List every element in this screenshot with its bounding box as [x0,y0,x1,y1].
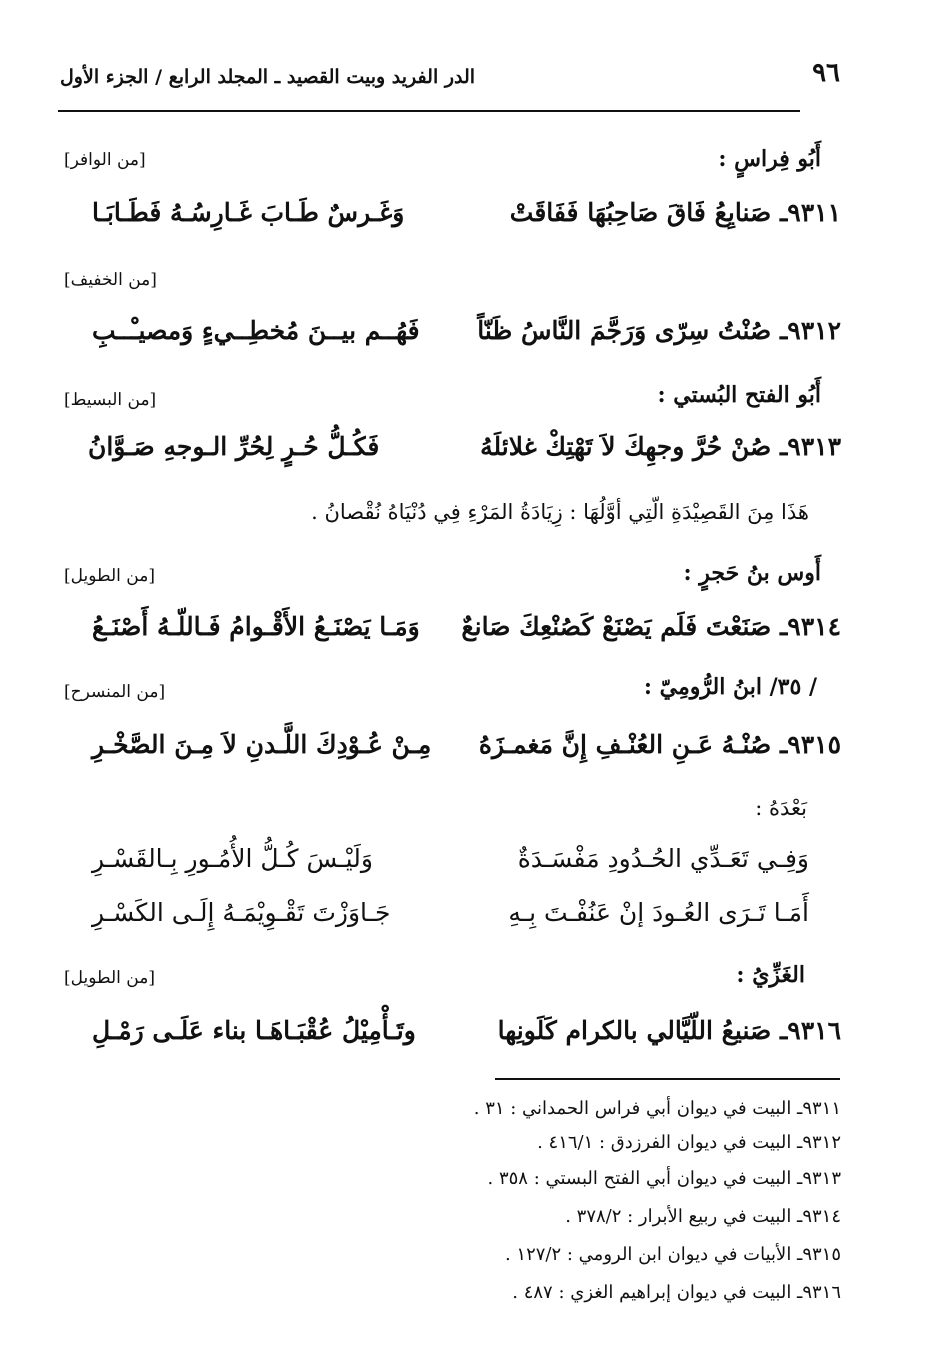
verse-number: ٩٣١٤ـ [779,612,841,641]
verse-line [479,730,841,759]
footnote: ٩٣١٣ـ البيت في ديوان أبي الفتح البستي : ٣٥٨ . [487,1168,841,1189]
verse-line [498,1016,841,1045]
footnote: ٩٣١١ـ البيت في ديوان أبي فراس الحمداني : ٣١ . [473,1098,841,1119]
poet-name: الغَزِّيُ : [736,962,805,988]
first-hemistich: أَمَـا تَـرَى العُـودَ إنْ عَنُفْـتَ بِـهِ [508,898,809,927]
first-hemistich: صُنْتُ سِرّى وَرَجَّمَ النَّاسُ ظَنّاً [477,316,772,345]
footnote: ٩٣١٥ـ الأبيات في ديوان ابن الرومي : ١٢٧/٢ . [504,1244,841,1265]
second-hemistich: فَهُــم بيــنَ مُخطِــيءٍ وَمصيـْــبِ [92,316,420,345]
first-hemistich: صَنَعْتَ فَلَم يَصْنَعْ كَصُنْعِكَ صَانعٌ [461,612,772,641]
meter-label: [من الوافر] [64,150,146,170]
poet-name: أَبُو الفتح البُستي : [657,382,821,408]
first-hemistich: صَنيعُ اللّيَّالي بالكرام كَلَونِها [497,1016,772,1045]
footnote: ٩٣١٢ـ البيت في ديوان الفرزدق : ٤١٦/١ . [537,1132,841,1153]
verse-number: ٩٣١١ـ [779,198,841,227]
verse-line [477,316,841,345]
first-hemistich: صُنْـهُ عَـنِ العُنْـفِ إِنَّ مَغمـزَهُ [478,730,772,759]
poet-name: أَوس بنُ حَجرٍ : [683,560,821,586]
second-hemistich: مِـنْ عُـوْدِكَ اللَّـدنِ لاَ مِـنَ الصَّخْـرِ [92,730,432,759]
verse-number: ٩٣١٢ـ [779,316,841,345]
header-rule [58,110,800,112]
meter-label: [من المنسرح] [64,682,166,702]
first-hemistich: صُنْ حُرَّ وجهِكَ لاَ تَهْتِكْ غلائلَهُ [480,432,772,461]
verse-line [461,612,841,641]
second-hemistich: فَكُـلُّ حُـرٍ لِحُرِّ الـوجهِ صَـوَّانُ [88,432,380,461]
running-title: الدر الفريد وبيت القصيد ـ المجلد الرابع / الجزء الأول [60,66,476,88]
second-hemistich: جَـاوَزْتَ تَقْـوِيْمَـهُ إِلَـى الكَسْـرِ [92,898,391,927]
second-hemistich: وتَـأْمِيْلُ عُقْبَـاهَـا بناء عَلَـى رَمْـلِ [92,1016,416,1045]
footnote: ٩٣١٦ـ البيت في ديوان إبراهيم الغزي : ٤٨٧ . [512,1282,841,1303]
verse-number: ٩٣١٥ـ [779,730,841,759]
meter-label: [من الطويل] [64,566,155,586]
second-hemistich: وَلَيْـسَ كُـلُّ الأُمُـورِ بِـالقَسْـرِ [92,844,373,873]
commentary-note: هَذَا مِنَ القَصِيْدَةِ الّتِي أوَّلُهَا : زِيَادَةُ المَرْءِ فِي دُنْيَاهُ نُقْصانُ . [311,500,809,524]
verse-line [510,198,841,227]
first-hemistich: صَنايِعُ فَاقَ صَاحِبُهَا فَفَاقَتْ [509,198,772,227]
second-hemistich: وَغَـرسٌ طَـابَ غَـارِسُـهُ فَطَـابَـا [92,198,405,227]
meter-label: [من الطويل] [64,968,155,988]
first-hemistich: وَفِـي تَعَـدِّي الحُـدُودِ مَفْسَـدَةٌ [517,844,809,873]
meter-label: [من البسيط] [64,390,157,410]
second-hemistich: وَمَـا يَصْنَـعُ الأَقْـوامُ فَـاللّـهُ أَصْنَـعُ [92,612,420,641]
page-header [60,58,840,108]
meter-label: [من الخفيف] [64,270,157,290]
poet-name: / ٣٥/ ابنُ الرُّومِيّ : [643,674,817,700]
poet-name: أَبُو فِراسٍ : [718,146,821,172]
after-label: بَعْدَهُ : [755,796,807,820]
page-number: ٩٦ [812,58,840,88]
footnote-rule [495,1078,840,1080]
verse-line [480,432,841,461]
verse-number: ٩٣١٣ـ [779,432,841,461]
verse-number: ٩٣١٦ـ [779,1016,841,1045]
footnote: ٩٣١٤ـ البيت في ربيع الأبرار : ٣٧٨/٢ . [565,1206,841,1227]
